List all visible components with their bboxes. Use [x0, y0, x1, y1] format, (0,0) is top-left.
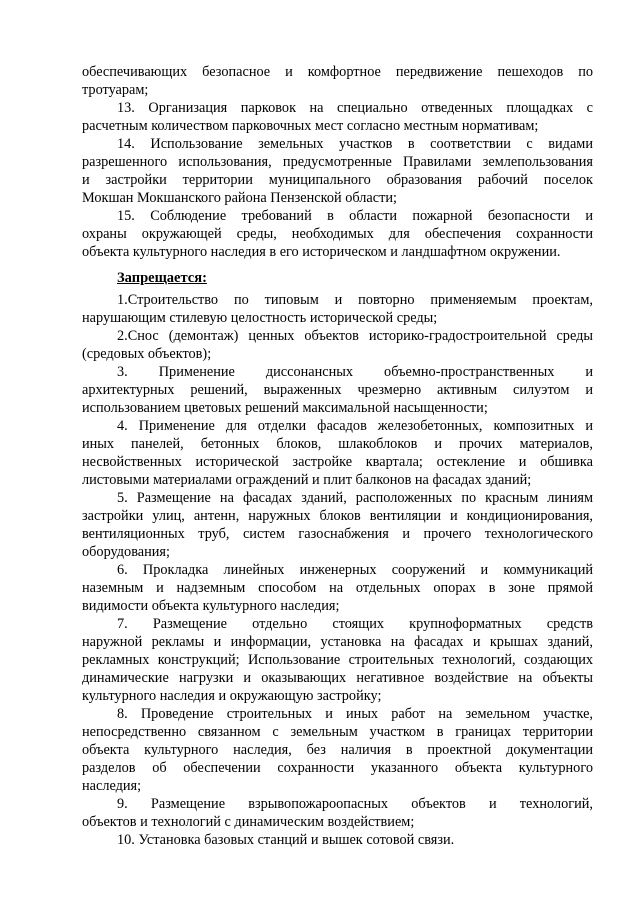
text-line: 13. Организация парковок на специально отведенных площадках с	[117, 100, 593, 116]
text-line: разрешенного использования, предусмотренные Правилами землепользования	[82, 154, 593, 170]
text-line: 7. Размещение отдельно стоящих крупноформатных средств	[117, 616, 593, 632]
text-line: охраны окружающей среды, необходимых для обеспечения сохранности	[82, 226, 593, 242]
text-line: 2.Снос (демонтаж) ценных объектов историко-градостроительной среды	[117, 328, 593, 344]
text-line: 6. Прокладка линейных инженерных сооружений и коммуникаций	[117, 562, 593, 578]
text-line: динамические нагрузки и оказывающих негативное воздействие на объекты	[82, 670, 593, 686]
text-line: вентиляционных труб, систем газоснабжения и прочего технологического	[82, 526, 593, 542]
text-line: 4. Применение для отделки фасадов железобетонных, композитных и	[117, 418, 593, 434]
text-line: несвойственных исторической застройке квартала; остекление и обшивка	[82, 454, 593, 470]
text-line: объектов и технологий с динамическим воздействием;	[82, 814, 415, 830]
text-line: 1.Строительство по типовым и повторно применяемым проектам,	[117, 292, 593, 308]
section-heading: Запрещается:	[117, 270, 207, 286]
text-line: 10. Установка базовых станций и вышек сотовой связи.	[117, 832, 455, 848]
text-line: застройки улиц, антенн, наружных блоков вентиляции и кондиционирования,	[82, 508, 593, 524]
text-line: наследия;	[82, 778, 142, 794]
text-line: (средовых объектов);	[82, 346, 212, 362]
text-line: архитектурных решений, выраженных чрезмерно активным силуэтом и	[82, 382, 593, 398]
text-line: 14. Использование земельных участков в соответствии с видами	[117, 136, 593, 152]
text-line: тротуарам;	[82, 82, 149, 98]
text-line: 5. Размещение на фасадах зданий, расположенных по красным линиям	[117, 490, 593, 506]
text-line: иных панелей, бетонных блоков, шлакоблоков и прочих материалов,	[82, 436, 593, 452]
text-line: объекта культурного наследия в его историческом и ландшафтном окружении.	[82, 244, 561, 260]
text-line: 8. Проведение строительных и иных работ на земельном участке,	[117, 706, 593, 722]
text-line: оборудования;	[82, 544, 170, 560]
text-line: нарушающим стилевую целостность исторической среды;	[82, 310, 438, 326]
text-line: использованием цветовых решений максимальной насыщенности;	[82, 400, 488, 416]
text-line: Мокшан Мокшанского района Пензенской области;	[82, 190, 397, 206]
text-line: обеспечивающих безопасное и комфортное передвижение пешеходов по	[82, 64, 593, 80]
text-line: непосредственно связанном с земельным участком в границах территории	[82, 724, 593, 740]
text-line: расчетным количеством парковочных мест согласно местным нормативам;	[82, 118, 539, 134]
text-line: наружной рекламы и информации, установка на фасадах и крышах зданий,	[82, 634, 593, 650]
text-line: культурного наследия и окружающую застройку;	[82, 688, 382, 704]
text-line: листовыми материалами ограждений и плит балконов на фасадах зданий;	[82, 472, 532, 488]
text-line: 15. Соблюдение требований в области пожарной безопасности и	[117, 208, 593, 224]
text-line: 3. Применение диссонансных объемно-пространственных и	[117, 364, 593, 380]
text-line: разделов об обеспечении сохранности указанного объекта культурного	[82, 760, 593, 776]
text-line: наземным и надземным способом на отдельных опорах в зоне прямой	[82, 580, 593, 596]
text-line: 9. Размещение взрывопожароопасных объектов и технологий,	[117, 796, 593, 812]
text-line: видимости объекта культурного наследия;	[82, 598, 340, 614]
text-line: рекламных конструкций; Использование строительных технологий, создающих	[82, 652, 593, 668]
text-line: и застройки территории муниципального образования рабочий поселок	[82, 172, 593, 188]
text-line: объекта культурного наследия, без наличия в проектной документации	[82, 742, 593, 758]
